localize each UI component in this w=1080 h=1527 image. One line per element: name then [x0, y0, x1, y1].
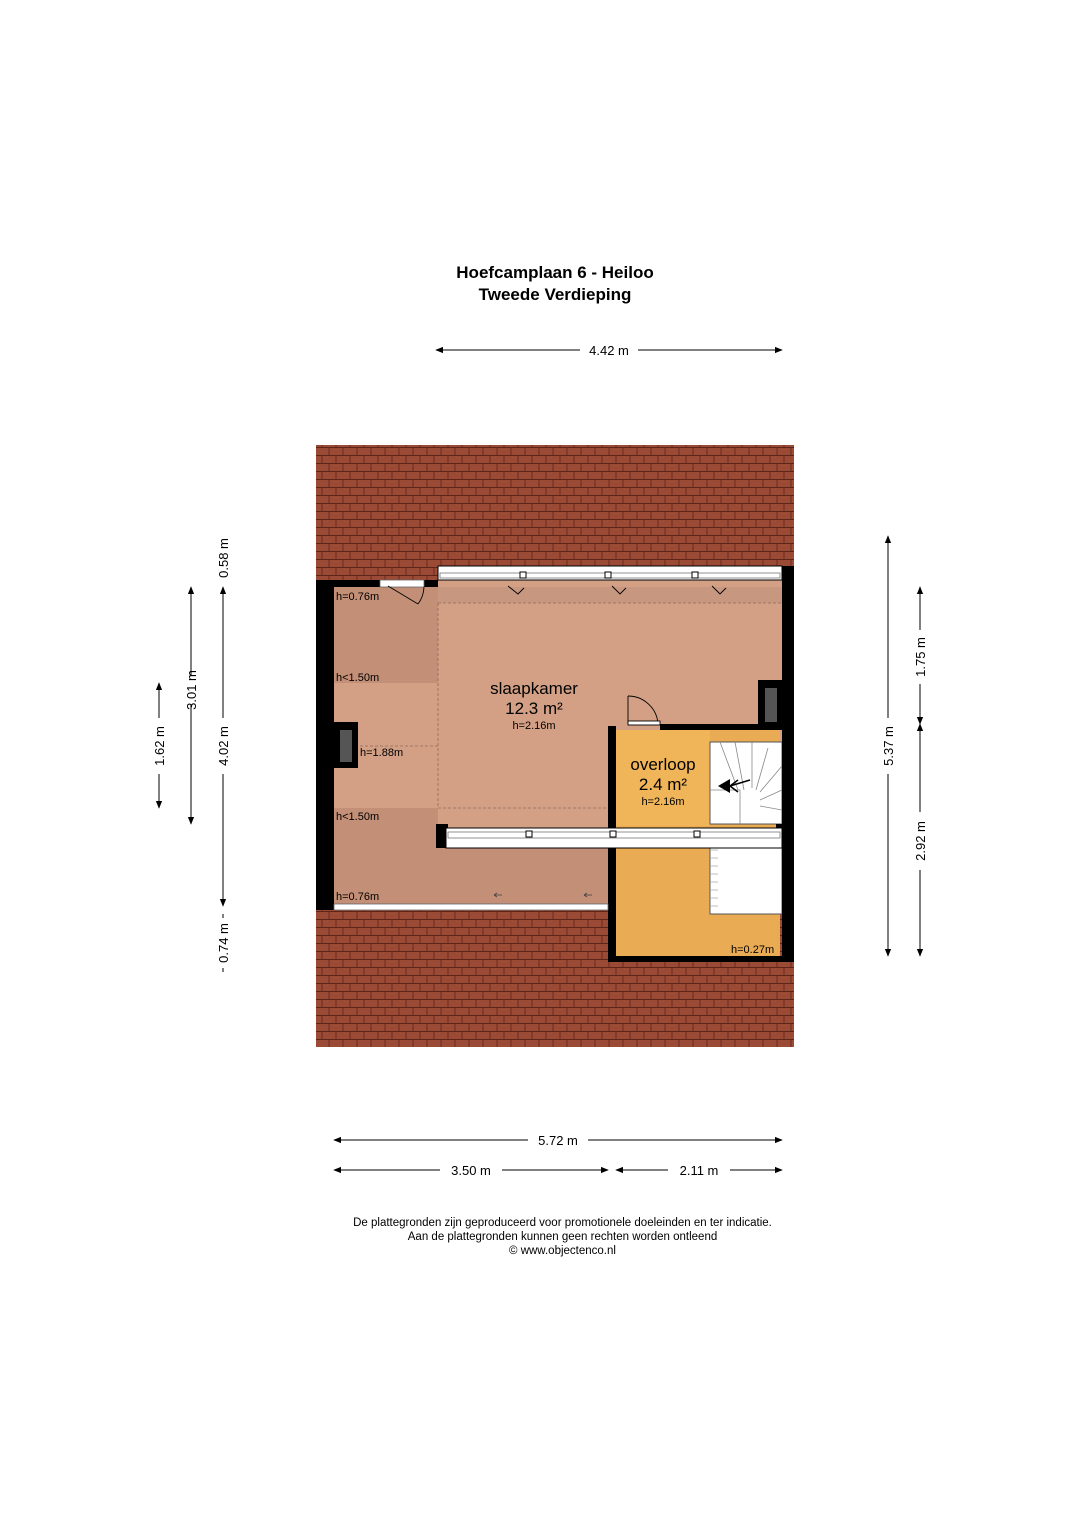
overloop-height: h=2.16m — [641, 796, 685, 808]
dim-right-total: 5.37 m — [881, 726, 896, 766]
disclaimer-line-1: De plattegronden zijn geproduceerd voor promotionele doeleinden en ter indicatie. — [353, 1217, 772, 1229]
dormer-window-middle — [446, 828, 782, 848]
window-top-left — [380, 580, 424, 587]
dim-bottom-left: 3.50 m — [451, 1163, 491, 1178]
stair-void — [710, 846, 782, 914]
height-label-3: h=1.88m — [360, 747, 404, 759]
height-label-4: h<1.50m — [336, 811, 380, 823]
dim-left-3: 0.58 m — [216, 538, 231, 578]
dim-top: 4.42 m — [589, 343, 629, 358]
staircase — [710, 742, 782, 824]
chimney-left — [340, 730, 352, 762]
height-label-5: h=0.76m — [336, 891, 380, 903]
address-title: Hoefcamplaan 6 - Heiloo — [456, 263, 654, 282]
dim-left-1: 1.62 m — [152, 726, 167, 766]
dim-left-4: 4.02 m — [216, 726, 231, 766]
slaapkamer-area: 12.3 m² — [505, 699, 563, 718]
overloop-name: overloop — [630, 755, 696, 774]
dim-right-2: 2.92 m — [913, 821, 928, 861]
chimney-right — [765, 688, 777, 722]
slaapkamer-height: h=2.16m — [512, 720, 556, 732]
height-label-6: h=0.27m — [731, 944, 775, 956]
height-label-2: h<1.50m — [336, 672, 380, 684]
dim-left-2: 3.01 m — [184, 670, 199, 710]
height-label-1: h=0.76m — [336, 591, 380, 603]
disclaimer-line-2: Aan de plattegronden kunnen geen rechten worden ontleend — [407, 1231, 718, 1243]
slaapkamer-floor-mid — [438, 808, 610, 828]
disclaimer-line-3: © www.objectenco.nl — [509, 1245, 616, 1257]
dim-left-5: 0.74 m — [216, 923, 231, 963]
overloop-area: 2.4 m² — [638, 775, 688, 794]
dim-bottom-total: 5.72 m — [538, 1133, 578, 1148]
dormer-window-top — [438, 566, 782, 580]
window-bottom-left — [334, 904, 608, 910]
dim-right-1: 1.75 m — [913, 637, 928, 677]
disclaimer — [0, 1216, 1080, 1258]
slaapkamer-floor-upper-strip — [438, 587, 782, 603]
dim-bottom-right: 2.11 m — [679, 1163, 719, 1178]
floor-title: Tweede Verdieping — [478, 285, 632, 304]
slaapkamer-name: slaapkamer — [490, 679, 578, 698]
